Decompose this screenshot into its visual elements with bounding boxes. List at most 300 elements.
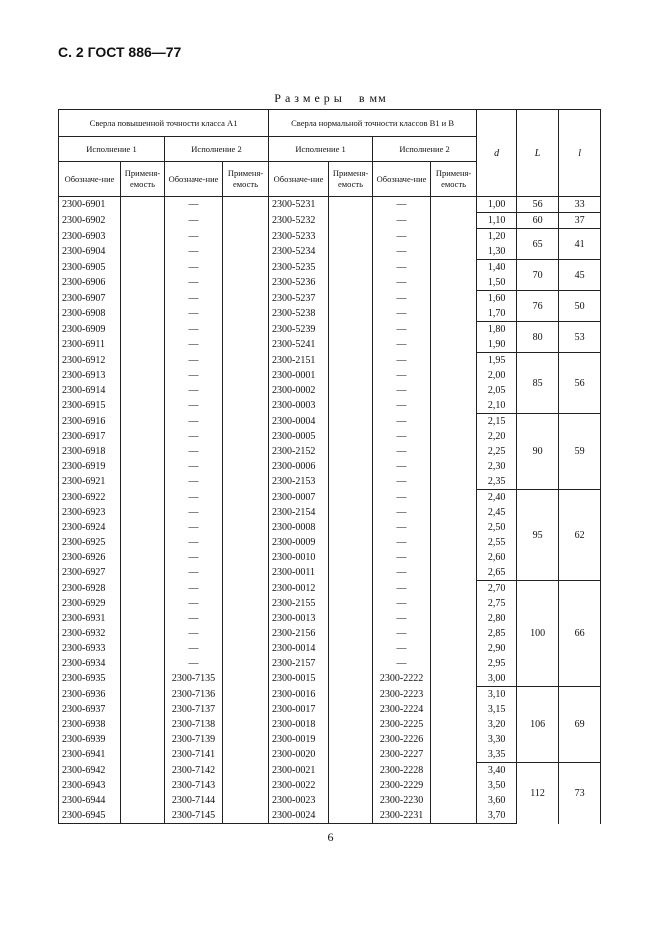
table-row (59, 213, 601, 229)
cell-a-isp2-usage (223, 550, 269, 565)
cell-a-isp1-usage (121, 702, 165, 717)
cell-d: 3,10 (477, 687, 517, 703)
cell-b-isp1-usage (329, 197, 373, 213)
cell-a-isp1-usage (121, 459, 165, 474)
table-row (59, 353, 601, 369)
cell-L: 70 (517, 260, 559, 291)
cell-a-isp1-code: 2300-6927 (59, 565, 121, 581)
cell-a-isp2-code: — (165, 260, 223, 276)
cell-a-isp2-code: — (165, 444, 223, 459)
cell-d: 1,95 (477, 353, 517, 369)
cell-b-isp1-usage (329, 505, 373, 520)
cell-b-isp2-code: 2300-2228 (373, 763, 431, 779)
cell-b-isp1-code: 2300-5232 (269, 213, 329, 229)
cell-b-isp2-code: — (373, 626, 431, 641)
cell-b-isp2-usage (431, 763, 477, 779)
cell-b-isp1-code: 2300-5237 (269, 291, 329, 307)
cell-a-isp1-usage (121, 626, 165, 641)
cell-a-isp2-usage (223, 260, 269, 276)
cell-b-isp2-usage (431, 474, 477, 490)
cell-b-isp1-code: 2300-0008 (269, 520, 329, 535)
cell-a-isp1-usage (121, 581, 165, 597)
cell-b-isp2-code: — (373, 565, 431, 581)
cell-a-isp1-code: 2300-6909 (59, 322, 121, 338)
cell-b-isp2-code: — (373, 611, 431, 626)
cell-b-isp2-code: — (373, 596, 431, 611)
cell-a-isp2-usage (223, 306, 269, 322)
cell-b-isp2-code: 2300-2223 (373, 687, 431, 703)
cell-l: 69 (559, 687, 601, 763)
cell-b-isp1-usage (329, 626, 373, 641)
cell-a-isp1-usage (121, 565, 165, 581)
cell-b-isp2-usage (431, 535, 477, 550)
cell-b-isp1-code: 2300-5234 (269, 244, 329, 260)
cell-b-isp2-code: — (373, 398, 431, 414)
cell-b-isp2-code: 2300-2224 (373, 702, 431, 717)
cell-a-isp2-code: — (165, 581, 223, 597)
cell-b-isp2-usage (431, 747, 477, 763)
header-b-isp1: Исполнение 1 (269, 137, 373, 162)
cell-d: 3,35 (477, 747, 517, 763)
cell-a-isp2-usage (223, 808, 269, 824)
cell-a-isp1-usage (121, 291, 165, 307)
cell-a-isp2-code: 2300-7144 (165, 793, 223, 808)
cell-d: 2,85 (477, 626, 517, 641)
header-primenyaemost: Применя-емость (121, 162, 165, 197)
cell-b-isp2-code: — (373, 353, 431, 369)
drill-sizes-table (58, 109, 601, 824)
cell-b-isp1-code: 2300-0018 (269, 717, 329, 732)
cell-a-isp1-code: 2300-6917 (59, 429, 121, 444)
cell-L: 76 (517, 291, 559, 322)
cell-a-isp2-usage (223, 793, 269, 808)
cell-a-isp1-usage (121, 520, 165, 535)
cell-a-isp2-code: — (165, 429, 223, 444)
cell-b-isp1-usage (329, 474, 373, 490)
caption-unit: в мм (358, 91, 387, 105)
cell-a-isp2-code: — (165, 490, 223, 506)
cell-a-isp1-usage (121, 793, 165, 808)
cell-a-isp2-usage (223, 702, 269, 717)
cell-l: 66 (559, 581, 601, 687)
cell-a-isp1-code: 2300-6921 (59, 474, 121, 490)
cell-a-isp2-usage (223, 383, 269, 398)
cell-a-isp1-code: 2300-6933 (59, 641, 121, 656)
cell-b-isp2-code: 2300-2230 (373, 793, 431, 808)
cell-a-isp2-usage (223, 520, 269, 535)
cell-a-isp2-usage (223, 398, 269, 414)
cell-d: 2,20 (477, 429, 517, 444)
cell-l: 56 (559, 353, 601, 414)
cell-b-isp1-usage (329, 611, 373, 626)
cell-b-isp2-usage (431, 702, 477, 717)
cell-b-isp2-code: 2300-2227 (373, 747, 431, 763)
cell-a-isp1-code: 2300-6941 (59, 747, 121, 763)
cell-a-isp1-usage (121, 778, 165, 793)
header-oboznachenie: Обозначе-ние (165, 162, 223, 197)
cell-b-isp1-usage (329, 671, 373, 687)
cell-b-isp2-code: — (373, 535, 431, 550)
cell-a-isp2-usage (223, 490, 269, 506)
table-row (59, 260, 601, 276)
cell-d: 2,60 (477, 550, 517, 565)
table-caption (0, 91, 661, 106)
cell-a-isp1-usage (121, 322, 165, 338)
cell-d: 1,50 (477, 275, 517, 291)
cell-d: 1,10 (477, 213, 517, 229)
cell-a-isp2-usage (223, 213, 269, 229)
cell-a-isp1-usage (121, 444, 165, 459)
cell-b-isp2-usage (431, 581, 477, 597)
cell-a-isp2-code: — (165, 383, 223, 398)
cell-d: 2,55 (477, 535, 517, 550)
cell-b-isp2-code: — (373, 197, 431, 213)
cell-a-isp1-code: 2300-6913 (59, 368, 121, 383)
cell-d: 3,20 (477, 717, 517, 732)
cell-a-isp1-code: 2300-6943 (59, 778, 121, 793)
cell-a-isp1-code: 2300-6924 (59, 520, 121, 535)
cell-a-isp2-code: — (165, 550, 223, 565)
cell-a-isp2-code: — (165, 611, 223, 626)
cell-b-isp2-usage (431, 275, 477, 291)
cell-a-isp1-usage (121, 429, 165, 444)
cell-a-isp2-code: — (165, 505, 223, 520)
cell-d: 2,05 (477, 383, 517, 398)
cell-b-isp1-code: 2300-5235 (269, 260, 329, 276)
cell-a-isp2-code: — (165, 565, 223, 581)
cell-b-isp2-usage (431, 717, 477, 732)
cell-a-isp2-code: 2300-7141 (165, 747, 223, 763)
cell-a-isp1-usage (121, 535, 165, 550)
cell-b-isp1-code: 2300-0023 (269, 793, 329, 808)
cell-b-isp2-code: — (373, 474, 431, 490)
cell-b-isp1-code: 2300-2155 (269, 596, 329, 611)
cell-b-isp1-code: 2300-0020 (269, 747, 329, 763)
cell-b-isp2-code: 2300-2222 (373, 671, 431, 687)
cell-a-isp1-usage (121, 763, 165, 779)
cell-b-isp2-code: — (373, 505, 431, 520)
cell-a-isp1-code: 2300-6935 (59, 671, 121, 687)
cell-d: 3,50 (477, 778, 517, 793)
cell-a-isp2-code: — (165, 626, 223, 641)
cell-a-isp1-code: 2300-6944 (59, 793, 121, 808)
cell-b-isp1-usage (329, 747, 373, 763)
cell-b-isp2-usage (431, 398, 477, 414)
cell-b-isp2-code: — (373, 244, 431, 260)
cell-d: 2,40 (477, 490, 517, 506)
cell-b-isp2-usage (431, 565, 477, 581)
cell-b-isp2-usage (431, 671, 477, 687)
cell-a-isp1-usage (121, 550, 165, 565)
cell-a-isp2-usage (223, 444, 269, 459)
header-oboznachenie: Обозначе-ние (373, 162, 431, 197)
cell-b-isp1-usage (329, 368, 373, 383)
cell-b-isp1-code: 2300-0013 (269, 611, 329, 626)
cell-b-isp1-code: 2300-0021 (269, 763, 329, 779)
cell-L: 95 (517, 490, 559, 581)
cell-a-isp1-code: 2300-6937 (59, 702, 121, 717)
cell-b-isp2-code: — (373, 581, 431, 597)
cell-a-isp1-code: 2300-6925 (59, 535, 121, 550)
cell-a-isp2-code: 2300-7142 (165, 763, 223, 779)
cell-b-isp1-code: 2300-0019 (269, 732, 329, 747)
cell-l: 37 (559, 213, 601, 229)
cell-b-isp2-code: — (373, 213, 431, 229)
cell-b-isp1-usage (329, 656, 373, 671)
cell-a-isp1-usage (121, 732, 165, 747)
header-d: d (477, 110, 517, 197)
cell-a-isp2-code: — (165, 474, 223, 490)
cell-b-isp2-usage (431, 611, 477, 626)
cell-b-isp2-usage (431, 429, 477, 444)
cell-b-isp1-usage (329, 778, 373, 793)
cell-d: 2,00 (477, 368, 517, 383)
cell-b-isp1-usage (329, 596, 373, 611)
cell-b-isp1-code: 2300-0012 (269, 581, 329, 597)
cell-a-isp2-usage (223, 656, 269, 671)
cell-a-isp2-code: — (165, 306, 223, 322)
cell-a-isp2-usage (223, 244, 269, 260)
cell-b-isp1-usage (329, 291, 373, 307)
cell-b-isp2-usage (431, 244, 477, 260)
cell-a-isp2-usage (223, 474, 269, 490)
cell-a-isp2-usage (223, 414, 269, 430)
cell-L: 60 (517, 213, 559, 229)
cell-b-isp1-code: 2300-0022 (269, 778, 329, 793)
cell-b-isp1-code: 2300-5238 (269, 306, 329, 322)
cell-b-isp2-usage (431, 353, 477, 369)
cell-b-isp1-code: 2300-0006 (269, 459, 329, 474)
cell-a-isp1-usage (121, 505, 165, 520)
cell-b-isp1-code: 2300-0009 (269, 535, 329, 550)
cell-a-isp1-usage (121, 398, 165, 414)
cell-b-isp2-usage (431, 596, 477, 611)
cell-l: 59 (559, 414, 601, 490)
cell-b-isp2-usage (431, 793, 477, 808)
cell-b-isp1-code: 2300-2154 (269, 505, 329, 520)
header-primenyaemost: Применя-емость (431, 162, 477, 197)
cell-d: 3,30 (477, 732, 517, 747)
table-row (59, 687, 601, 703)
cell-b-isp1-code: 2300-5239 (269, 322, 329, 338)
cell-d: 3,15 (477, 702, 517, 717)
cell-b-isp1-usage (329, 414, 373, 430)
cell-b-isp1-usage (329, 732, 373, 747)
cell-d: 2,10 (477, 398, 517, 414)
cell-a-isp1-code: 2300-6919 (59, 459, 121, 474)
cell-b-isp2-usage (431, 732, 477, 747)
cell-d: 3,00 (477, 671, 517, 687)
table-row (59, 197, 601, 213)
cell-d: 2,65 (477, 565, 517, 581)
cell-a-isp2-code: — (165, 291, 223, 307)
cell-a-isp1-code: 2300-6923 (59, 505, 121, 520)
cell-b-isp2-usage (431, 414, 477, 430)
cell-a-isp2-usage (223, 626, 269, 641)
cell-d: 2,45 (477, 505, 517, 520)
table-row (59, 322, 601, 338)
cell-a-isp2-usage (223, 641, 269, 656)
cell-b-isp1-usage (329, 429, 373, 444)
cell-a-isp1-usage (121, 383, 165, 398)
cell-a-isp2-code: — (165, 596, 223, 611)
cell-a-isp1-code: 2300-6931 (59, 611, 121, 626)
cell-a-isp1-usage (121, 260, 165, 276)
cell-b-isp1-usage (329, 229, 373, 245)
cell-b-isp1-code: 2300-0014 (269, 641, 329, 656)
cell-b-isp1-usage (329, 641, 373, 656)
cell-b-isp1-usage (329, 322, 373, 338)
cell-b-isp1-usage (329, 260, 373, 276)
cell-b-isp2-usage (431, 520, 477, 535)
cell-b-isp1-code: 2300-0015 (269, 671, 329, 687)
cell-b-isp2-usage (431, 197, 477, 213)
cell-l: 62 (559, 490, 601, 581)
cell-b-isp1-usage (329, 383, 373, 398)
cell-a-isp2-usage (223, 581, 269, 597)
cell-b-isp1-usage (329, 793, 373, 808)
cell-a-isp2-usage (223, 565, 269, 581)
cell-a-isp1-code: 2300-6907 (59, 291, 121, 307)
cell-d: 2,70 (477, 581, 517, 597)
cell-a-isp2-usage (223, 291, 269, 307)
cell-a-isp2-code: 2300-7135 (165, 671, 223, 687)
cell-a-isp2-code: — (165, 398, 223, 414)
cell-a-isp2-usage (223, 671, 269, 687)
header-primenyaemost: Применя-емость (329, 162, 373, 197)
cell-d: 2,35 (477, 474, 517, 490)
cell-b-isp1-code: 2300-0017 (269, 702, 329, 717)
header-oboznachenie: Обозначе-ние (59, 162, 121, 197)
cell-a-isp2-code: 2300-7136 (165, 687, 223, 703)
cell-b-isp2-usage (431, 213, 477, 229)
cell-b-isp1-code: 2300-0011 (269, 565, 329, 581)
header-b-isp2: Исполнение 2 (373, 137, 477, 162)
cell-a-isp1-code: 2300-6904 (59, 244, 121, 260)
cell-b-isp2-usage (431, 656, 477, 671)
cell-b-isp2-code: — (373, 383, 431, 398)
cell-d: 1,70 (477, 306, 517, 322)
cell-b-isp2-code: — (373, 229, 431, 245)
cell-a-isp1-usage (121, 808, 165, 824)
cell-a-isp1-usage (121, 229, 165, 245)
cell-a-isp1-usage (121, 353, 165, 369)
cell-a-isp2-code: — (165, 197, 223, 213)
cell-a-isp2-code: — (165, 368, 223, 383)
cell-d: 1,80 (477, 322, 517, 338)
cell-l: 45 (559, 260, 601, 291)
cell-b-isp2-code: — (373, 490, 431, 506)
cell-b-isp1-code: 2300-5236 (269, 275, 329, 291)
cell-a-isp2-code: 2300-7145 (165, 808, 223, 824)
cell-a-isp2-code: — (165, 275, 223, 291)
cell-L: 90 (517, 414, 559, 490)
cell-a-isp1-code: 2300-6916 (59, 414, 121, 430)
cell-a-isp2-usage (223, 275, 269, 291)
cell-b-isp2-usage (431, 490, 477, 506)
cell-a-isp1-usage (121, 641, 165, 656)
cell-b-isp2-code: — (373, 520, 431, 535)
cell-b-isp2-usage (431, 229, 477, 245)
cell-b-isp1-code: 2300-2151 (269, 353, 329, 369)
cell-a-isp1-code: 2300-6901 (59, 197, 121, 213)
cell-a-isp2-code: — (165, 337, 223, 353)
cell-a-isp2-usage (223, 353, 269, 369)
cell-d: 1,60 (477, 291, 517, 307)
cell-d: 1,30 (477, 244, 517, 260)
cell-a-isp2-usage (223, 322, 269, 338)
cell-b-isp1-code: 2300-0001 (269, 368, 329, 383)
cell-b-isp2-usage (431, 306, 477, 322)
cell-a-isp1-code: 2300-6926 (59, 550, 121, 565)
table-row (59, 581, 601, 597)
cell-b-isp1-code: 2300-5231 (269, 197, 329, 213)
cell-b-isp2-code: — (373, 260, 431, 276)
cell-b-isp1-usage (329, 687, 373, 703)
cell-l: 73 (559, 763, 601, 824)
cell-b-isp2-code: 2300-2231 (373, 808, 431, 824)
cell-a-isp1-usage (121, 275, 165, 291)
cell-a-isp1-usage (121, 596, 165, 611)
cell-a-isp1-code: 2300-6945 (59, 808, 121, 824)
header-a-isp1: Исполнение 1 (59, 137, 165, 162)
cell-d: 3,40 (477, 763, 517, 779)
cell-a-isp2-usage (223, 368, 269, 383)
cell-a-isp1-usage (121, 656, 165, 671)
cell-d: 3,70 (477, 808, 517, 824)
cell-L: 80 (517, 322, 559, 353)
cell-a-isp1-code: 2300-6908 (59, 306, 121, 322)
cell-b-isp2-usage (431, 322, 477, 338)
cell-a-isp1-code: 2300-6939 (59, 732, 121, 747)
cell-a-isp1-usage (121, 671, 165, 687)
cell-d: 3,60 (477, 793, 517, 808)
cell-b-isp1-code: 2300-2156 (269, 626, 329, 641)
cell-a-isp2-usage (223, 337, 269, 353)
cell-a-isp2-code: — (165, 353, 223, 369)
cell-b-isp1-code: 2300-0004 (269, 414, 329, 430)
cell-a-isp1-code: 2300-6936 (59, 687, 121, 703)
cell-b-isp2-code: — (373, 459, 431, 474)
cell-a-isp1-code: 2300-6903 (59, 229, 121, 245)
cell-b-isp1-usage (329, 702, 373, 717)
cell-a-isp2-usage (223, 732, 269, 747)
cell-b-isp1-usage (329, 490, 373, 506)
cell-b-isp1-usage (329, 581, 373, 597)
cell-d: 2,50 (477, 520, 517, 535)
cell-b-isp2-code: 2300-2225 (373, 717, 431, 732)
cell-a-isp2-code: — (165, 520, 223, 535)
cell-d: 2,25 (477, 444, 517, 459)
cell-b-isp2-code: — (373, 656, 431, 671)
cell-a-isp2-code: — (165, 535, 223, 550)
cell-b-isp2-usage (431, 260, 477, 276)
cell-b-isp2-code: 2300-2226 (373, 732, 431, 747)
header-L: L (517, 110, 559, 197)
cell-L: 106 (517, 687, 559, 763)
cell-a-isp2-usage (223, 611, 269, 626)
page-number: 6 (327, 830, 334, 844)
cell-b-isp1-code: 2300-5233 (269, 229, 329, 245)
caption-title: Размеры (274, 91, 346, 105)
cell-a-isp1-usage (121, 687, 165, 703)
cell-a-isp1-usage (121, 717, 165, 732)
cell-b-isp1-usage (329, 520, 373, 535)
cell-L: 65 (517, 229, 559, 260)
cell-d: 2,75 (477, 596, 517, 611)
header-l: l (559, 110, 601, 197)
page-header: С. 2 ГОСТ 886—77 (58, 44, 182, 60)
